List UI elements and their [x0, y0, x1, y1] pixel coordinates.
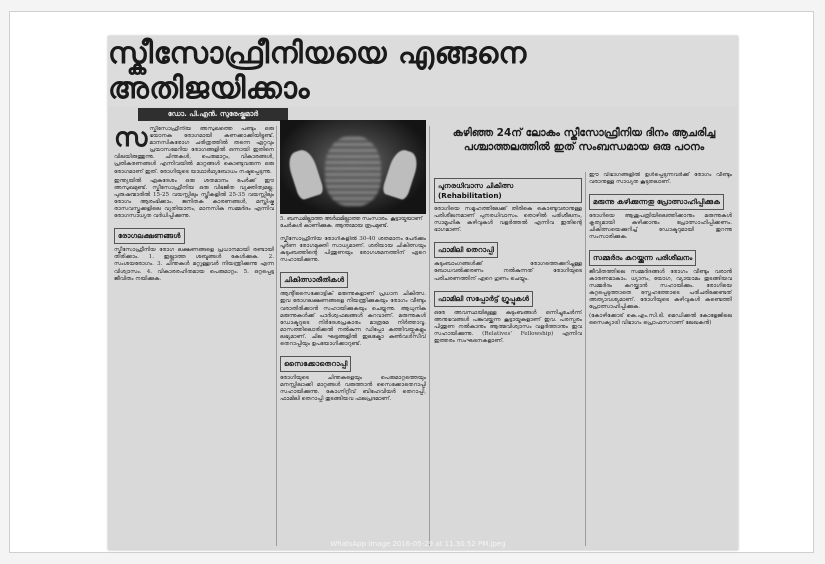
section-heading: ഫാമിലി സപ്പോർട്ട് ഗ്രൂപ്പുകൾ — [434, 291, 533, 307]
highlight-box — [434, 112, 734, 168]
column-3 — [434, 172, 582, 546]
column-1 — [114, 126, 274, 546]
paragraph: സ്കീസോഫ്രീനിയ രോഗ ലക്ഷണങ്ങളെ പ്രധാനമായി രണ്ടായി തിരിക്കാം. 1. ഇല്ലാത്ത ശബ്ദങ്ങൾ കേൾക്കുക. 2. സംശയരോഗം. 3. ചിന്തകൾ മറ്റുള്ളവർ നിയന്ത്രിക്കുന്നു എന്ന വിശ്വാസം. 4. വികാരരഹിതമായ പെരുമാറ്റം. 5. ഒറ്റപ്പെട്ട ജീവിതം നയിക്കുക. — [114, 247, 274, 282]
hand-graphic — [381, 147, 421, 201]
article-headline: സ്കീസോഫ്രീനിയയെ എങ്ങനെ അതിജയിക്കാം — [108, 36, 738, 106]
drop-cap: സ — [114, 126, 148, 153]
newspaper-clipping — [108, 36, 738, 550]
column-divider — [429, 126, 430, 546]
paragraph: സ്കീസോഫ്രീനിയ രോഗികളിൽ 30-40 ശതമാനം പേർക്കും പൂർണ രോഗമുക്തി സാധ്യമാണ്. ശരിയായ ചികിത്സയും കുടുംബത്തിന്റെ പിന്തുണയും രോഗശമനത്തിന് ഏറെ സഹായിക്കുന്നു. — [280, 236, 426, 264]
paragraph: രോഗിയുടെ ചിന്തകളെയും പെരുമാറ്റത്തെയും മനസ്സിലാക്കി മാറ്റങ്ങൾ വരുത്താൻ സൈക്കോതെറാപ്പി സഹായിക്കുന്നു. കോഗ്നിറ്റീവ് ബിഹേവിയർ തെറാപ്പി, ഫാമിലി തെറാപ്പി തുടങ്ങിയവ ഫലപ്രദമാണ്. — [280, 375, 426, 403]
section-heading: ചികിത്സാരീതികൾ — [280, 272, 348, 288]
face-graphic — [325, 136, 381, 206]
photo-caption: 5. ബന്ധമില്ലാത്ത അർഥമില്ലാത്ത സംസാരം. കൂട്ടായ്മയാണ് ചേർകൾ കാണിക്കുക. ആന്തഃമായ രൂപമുണ്ട്. — [280, 216, 423, 229]
column-divider — [276, 126, 277, 546]
paragraph: ഒരേ അവസ്ഥയിലുള്ള കുടുംബങ്ങൾ ഒന്നിച്ചുചേർന്ന് അനുഭവങ്ങൾ പങ്കുവയ്ക്കുന്ന കൂട്ടായ്മകളാണ് ഇവ. പരസ്പരം പിന്തുണ നൽകാനും ആത്മവിശ്വാസം വളർത്താനും ഇവ സഹായിക്കുന്നു. (Relatives' Fellowship) എന്നിവ ഇത്തരം സംഘടനകളാണ്. — [434, 309, 582, 345]
hand-graphic — [285, 147, 325, 201]
article-photo — [280, 120, 426, 214]
paragraph: രോഗിയെ ആശുപത്രിയിലെത്തിക്കാനും മരുന്നുകൾ കൃത്യമായി കഴിക്കാനും പ്രോത്സാഹിപ്പിക്കണം. ചികിത്സയെക്കുറിച്ച് ഡോക്ടറുമായി തുറന്നു സംസാരിക്കുക. — [589, 213, 732, 241]
author-note: (കോഴിക്കോട് കെ.എം.സി.ടി. മെഡിക്കൽ കോളേജിലെ സൈക്യാട്രി വിഭാഗം പ്രൊഫസറാണ് ലേഖകൻ) — [589, 313, 732, 327]
section-heading: സൈക്കോതെറാപ്പി — [280, 356, 351, 372]
column-2 — [280, 236, 426, 546]
paragraph: ആന്റിസൈക്കോട്ടിക് മരുന്നുകളാണ് പ്രധാന ചികിത്സ. ഇവ രോഗലക്ഷണങ്ങളെ നിയന്ത്രിക്കുകയും രോഗം വീണ്ടും വരാതിരിക്കാൻ സഹായിക്കുകയും ചെയ്യുന്നു. ആധുനിക മരുന്നുകൾക്ക് പാർശ്വഫലങ്ങൾ കുറവാണ്. മരുന്നുകൾ ഡോക്ടറുടെ നിർദേശപ്രകാരം മാത്രമേ നിർത്താവൂ. മാസത്തിലൊരിക്കൽ നൽകുന്ന ഡിപ്പോ കുത്തിവയ്പുകളും ലഭ്യമാണ്. ചില ഘട്ടങ്ങളിൽ ഇലക്ട്രോ കൺവൾസീവ് തെറാപ്പിയും ഉപയോഗിക്കാറുണ്ട്. — [280, 291, 426, 348]
byline-badge: ഡോ. പി.എൻ. സുരേഷ്കുമാർ — [138, 108, 288, 121]
viewer-frame — [9, 11, 814, 553]
section-heading: പുനരധിവാസ ചികിത്സ (Rehabilitation) — [434, 178, 582, 203]
paragraph: കുടുംബാംഗങ്ങൾക്ക് രോഗത്തെക്കുറിച്ചുള്ള ബോധവൽക്കരണം നൽകുന്നത് രോഗിയുടെ പരിചരണത്തിന് ഏറെ ഗുണം ചെയ്യും. — [434, 261, 582, 282]
column-4 — [589, 172, 732, 546]
paragraph-text: സ്കീസോഫ്രീനിയ അസുഖത്തെ പണ്ടും ഒരു ഭയാനക രോഗമായി കണക്കാക്കിയിട്ടുണ്ട്. മാനസികരോഗ ചരിത്രത്തിൽ തന്നെ ഏറ്റവും പ്രയാസമേറിയ രോഗങ്ങളിൽ ഒന്നായി ഇതിനെ വിലയിരുത്തുന്നു. ചിന്തകൾ, പെരുമാറ്റം, വികാരങ്ങൾ, പ്രതികരണങ്ങൾ എന്നിവയിൽ മാറ്റങ്ങൾ കൊണ്ടുവരുന്ന ഒരു രോഗമാണ് ഇത്. രോഗിയുടെ യാഥാർഥ്യബോധം നഷ്ടപ്പെടുന്നു. — [114, 126, 274, 175]
section-heading: രോഗലക്ഷണങ്ങൾ — [114, 228, 185, 244]
section-heading: ഫാമിലി തെറാപ്പി — [434, 242, 498, 258]
paragraph — [114, 126, 274, 176]
section-heading: മരുന്നു കഴിക്കുന്നതു പ്രോത്സാഹിപ്പിക്കുക — [589, 194, 724, 210]
highlight-line: പശ്ചാത്തലത്തിൽ ഇത് സംബന്ധമായ ഒരു പഠനം — [463, 141, 705, 153]
paragraph: ഈ വിഭാഗങ്ങളിൽ ഉൾപ്പെടുന്നവർക്ക് രോഗം വീണ്ടും വരാനുള്ള സാധ്യത കൂടുതലാണ്. — [589, 172, 732, 186]
paragraph: രോഗിയെ സമൂഹത്തിലേക്ക് തിരികെ കൊണ്ടുവരാനുള്ള പരിശീലനമാണ് പുനരധിവാസം. തൊഴിൽ പരിശീലനം, സാമൂഹിക കഴിവുകൾ വളർത്തൽ എന്നിവ ഇതിന്റെ ഭാഗമാണ്. — [434, 206, 582, 234]
image-watermark: WhatsApp Image 2016-05-29 at 11.30.52 PM.jpeg — [330, 540, 506, 548]
column-divider — [585, 172, 586, 546]
section-heading: സമ്മർദം കുറയ്ക്കുന്ന പരിശീലനം — [589, 250, 696, 266]
paragraph: ഇന്ത്യയിൽ ഏകദേശം ഒരു ശതമാനം പേർക്ക് ഈ അസുഖമുണ്ട്. സ്കീസോഫ്രീനിയ ഒരു വിഭജിത വ്യക്തിത്വമല്ല. പുരുഷന്മാരിൽ 15-25 വയസ്സിലും സ്ത്രീകളിൽ 25-35 വയസ്സിലും രോഗം ആരംഭിക്കാം. ജനിതക കാരണങ്ങൾ, മസ്തിഷ്ക രാസവസ്തുക്കളിലെ വ്യതിയാനം, മാനസിക സമ്മർദം എന്നിവ രോഗസാധ്യത വർധിപ്പിക്കുന്നു. — [114, 177, 274, 220]
highlight-line: കഴിഞ്ഞ 24ന് ലോകം സ്കീസോഫ്രീനിയ ദിനം ആചരിച്ച — [452, 127, 716, 139]
paragraph: ജീവിതത്തിലെ സമ്മർദങ്ങൾ രോഗം വീണ്ടും വരാൻ കാരണമാകാം. ധ്യാനം, യോഗ, വ്യായാമം തുടങ്ങിയവ സമ്മർദം കുറയ്ക്കാൻ സഹായിക്കും. രോഗിയെ കുറ്റപ്പെടുത്താതെ സ്നേഹത്തോടെ പരിചരിക്കേണ്ടത് അത്യാവശ്യമാണ്. രോഗിയുടെ കഴിവുകൾ കണ്ടെത്തി പ്രോത്സാഹിപ്പിക്കുക. — [589, 268, 732, 311]
